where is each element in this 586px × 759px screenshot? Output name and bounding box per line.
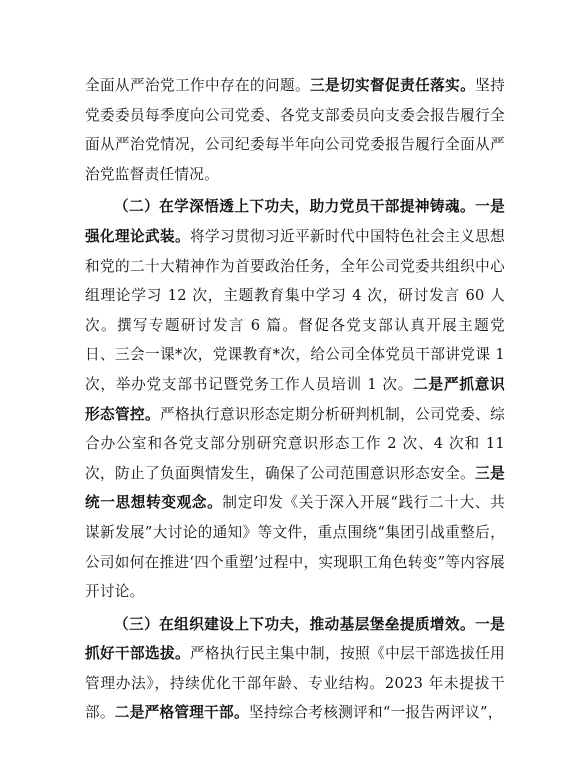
text-run: 严格执行意识形态定期分析研判机制，公司党委、综合办公室和各党支部分别研究意识形态工作 2 次、4 次和 11 次，防止了负面舆情发生，确保了公司范围意识形态安全。 (85, 405, 505, 482)
text-run: 全面从严治党工作中存在的问题。 (85, 77, 311, 94)
text-run-bold: 一是强化理论武装。 (85, 198, 506, 245)
section-heading: （二）在学深悟透上下功夫，助力党员干部提神铸魂。 (114, 198, 476, 216)
text-run-bold: 三是切实督促责任落实。 (310, 77, 476, 94)
text-run-bold: 二是严格管理干部。 (114, 704, 249, 722)
text-run-bold: 三是统一思想转变观念。 (85, 464, 505, 512)
text-run: 将学习贯彻习近平新时代中国特色社会主义思想和党的二十大精神作为首要政治任务，全年公司党委共组织中心组理论学习 12 次，主题教育集中学习 4 次，研讨发言 60 人次。撰写专题研讨发言 6 篇。督促各党支部认真开展主题党日、三会一课*次，党课教育*次，给公司全体党员干部讲党课 1 次，举办党支部书记暨党务工作人员培训 1 次。 (85, 227, 505, 393)
text-run: 坚持综合考核测评和“一报告两评议”， (248, 704, 503, 722)
text-run-bold: 二是严抓意识形态管控。 (85, 375, 505, 423)
paragraph-2 (85, 192, 505, 606)
text-run: 制定印发《关于深入开展“践行二十大、共谋新发展”大讨论的通知》等文件，重点围绕“集团引战重整后，公司如何在推进‘四个重塑’过程中，实现职工角色转变”等内容展开讨论。 (85, 494, 506, 601)
text-run: 严格执行民主集中制，按照《中层干部选拔任用管理办法》，持续优化干部年龄、专业结构。2023 年未提拔干部。 (85, 645, 505, 722)
paragraph-3 (85, 610, 505, 728)
section-heading: （三）在组织建设上下功夫，推动基层堡垒提质增效。 (114, 615, 476, 633)
document-body (85, 71, 505, 728)
text-run: 坚持党委委员每季度向公司党委、各党支部委员向支委会报告履行全面从严治党情况，公司纪委每半年向公司党委报告履行全面从严治党监督责任情况。 (85, 77, 505, 183)
text-run-bold: 一是抓好干部选拔。 (85, 615, 506, 663)
paragraph-1 (85, 71, 505, 189)
